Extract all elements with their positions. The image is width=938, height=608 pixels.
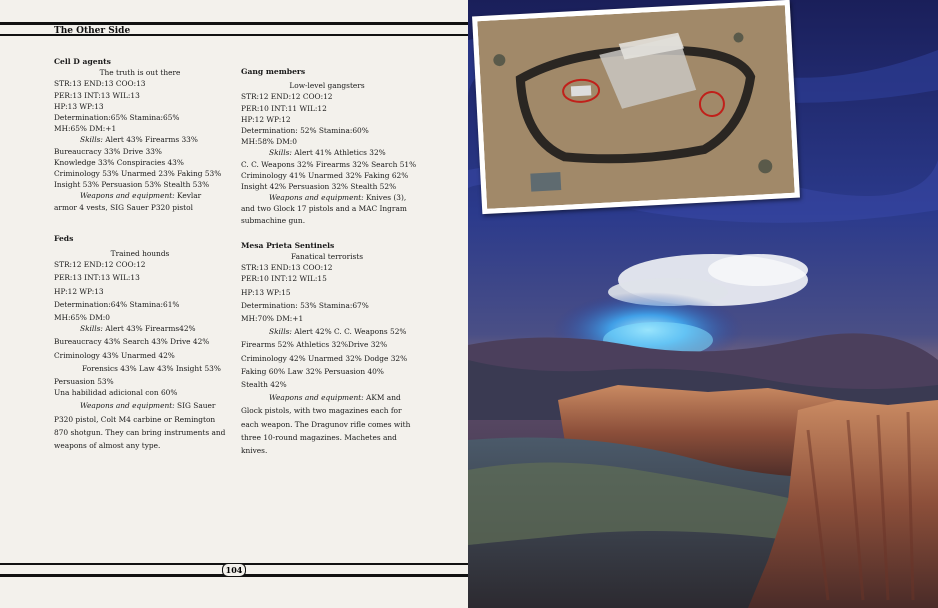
stat-block-name: Gang members [241,67,306,76]
vehicle [571,85,591,96]
cloud [708,254,808,286]
skills-line: Una habilidad adicional con 60% [54,388,178,398]
weapons-line [54,400,226,411]
stat-line: STR:13 END:13 COO:13 [54,79,146,89]
weapons-text: Kevlar [177,191,202,201]
skills-line: Forensics 43% Law 43% Insight 53% [82,363,221,373]
page-number: 104 [222,563,246,577]
skills-line: Bureaucracy 43% Search 43% Drive 42% [54,337,210,347]
skills-line [54,323,226,334]
stat-block-description: Low-level gangsters [289,81,365,91]
weapons-line: submachine gun. [241,215,306,225]
skills-label: Skills: [269,148,292,158]
skills-line: Criminology 53% Unarmed 23% Faking 53% [54,169,222,179]
weapons-text: Knives (3), [366,193,407,203]
stat-line: HP:13 WP:15 [241,287,291,297]
weapons-text: SIG Sauer [177,401,216,411]
stat-line: PER:13 INT:13 WIL:13 [54,90,140,100]
skills-line: Knowledge 33% Conspiracies 43% [54,157,184,167]
stat-line: Determination: 52% Stamina:60% [241,126,369,136]
stat-block-name: Feds [54,233,74,243]
stat-line: MH:70% DM:+1 [241,314,304,324]
skills-line [241,147,413,158]
stat-block-description: Fanatical terrorists [290,252,364,262]
weapons-label: Weapons and equipment: [269,393,364,403]
skills-line: Criminology 42% Unarmed 32% Dodge 32% [241,353,408,363]
skills-line: Bureaucracy 33% Drive 33% [54,146,162,156]
stat-line: MH:65% DM:0 [54,313,110,323]
stat-line: STR:12 END:12 COO:12 [241,92,333,102]
weapons-line: P320 pistol, Colt M4 carbine or Remington [54,414,216,424]
skills-text: Alert 43% Firearms42% [105,324,196,334]
weapons-line: armor 4 vests, SIG Sauer P320 pistol [54,202,193,212]
weapons-line: knives. [241,446,268,456]
stat-line: PER:13 INT:13 WIL:13 [54,273,140,283]
weapons-line: and two Glock 17 pistols and a MAC Ingram [241,204,407,214]
left-page [0,0,468,608]
stat-line: HP:12 WP:13 [54,286,104,296]
skills-text: Alert 41% Athletics 32% [294,148,386,158]
weapons-line: 870 shotgun. They can bring instruments and [54,427,226,437]
stat-block-feds [54,233,226,451]
skills-text: Alert 42% C. C. Weapons 52% [294,327,407,337]
stat-line: MH:58% DM:0 [241,137,297,147]
header-title: The Other Side [54,26,131,36]
stat-line: PER:10 INT:11 WIL:12 [241,103,327,113]
trailer [530,172,561,192]
weapons-line: weapons of almost any type. [54,441,161,451]
skills-line: Firearms 52% Athletics 32%Drive 32% [241,340,388,350]
skills-line [54,134,226,145]
skills-line: C. C. Weapons 32% Firearms 32% Search 51% [241,159,417,169]
weapons-text: AKM and [366,393,401,403]
stat-line: Determination: 53% Stamina:67% [241,300,369,310]
skills-line: Criminology 43% Unarmed 42% [54,350,175,360]
stat-block-name: Cell D agents [54,57,111,66]
skills-label: Skills: [269,327,292,337]
stat-line: Determination:65% Stamina:65% [54,113,180,123]
stat-block-description: The truth is out there [99,68,181,78]
stat-block-cell-d [54,56,226,213]
weapons-label: Weapons and equipment: [80,401,175,411]
stat-line: HP:13 WP:13 [54,101,104,111]
weapons-line [241,392,413,403]
right-column [241,66,417,468]
skills-line: Stealth 42% [241,380,287,390]
skills-label: Skills: [80,135,103,145]
stat-block-gang [241,66,417,226]
weapons-label: Weapons and equipment: [269,193,364,203]
stat-line: HP:12 WP:12 [241,114,291,124]
left-column [54,56,226,463]
skills-line [241,326,413,337]
weapons-line [54,190,226,201]
stat-line: STR:12 END:12 COO:12 [54,260,146,270]
header-rule-top [0,22,468,25]
weapons-line: three 10-round magazines. Machetes and [241,432,397,442]
weapons-line [241,192,413,203]
stat-line: MH:65% DM:+1 [54,124,117,134]
weapons-label: Weapons and equipment: [80,191,175,201]
photo-content [477,5,794,209]
stat-block-name: Mesa Prieta Sentinels [241,240,335,250]
skills-label: Skills: [80,324,103,334]
skills-line: Insight 53% Persuasion 53% Stealth 53% [54,180,210,190]
stat-line: PER:10 INT:12 WIL:15 [241,274,327,284]
stat-block-sentinels [241,240,413,456]
skills-text: Alert 43% Firearms 33% [105,135,198,145]
photo-svg [477,5,794,209]
skills-line: Criminology 41% Unarmed 32% Faking 62% [241,170,409,180]
aerial-compound-photo [472,0,800,214]
skills-line: Insight 42% Persuasion 32% Stealth 52% [241,182,397,192]
weapons-line: each weapon. The Dragunov rifle comes with [241,419,411,429]
stat-block-description: Trained hounds [110,249,170,259]
skills-line: Faking 60% Law 32% Persuasion 40% [241,366,384,376]
weapons-line: Glock pistols, with two magazines each for [241,406,402,416]
stat-line: STR:13 END:13 COO:12 [241,263,333,273]
skills-line: Persuasion 53% [54,377,114,387]
stat-line: Determination:64% Stamina:61% [54,299,180,309]
